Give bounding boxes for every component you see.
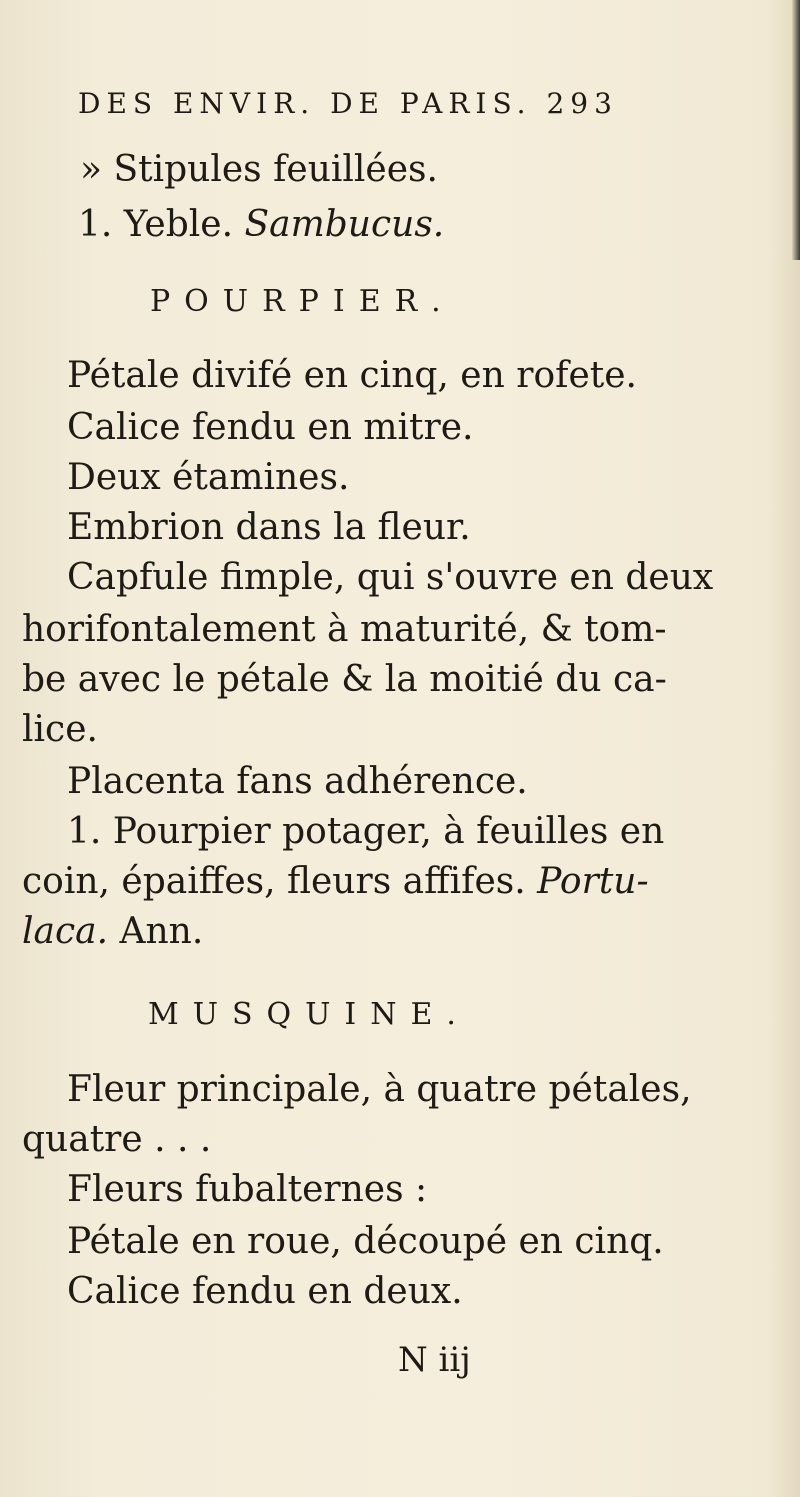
latin-name: laca. [22,911,109,952]
text-line: 1. Pourpier potager, à feuilles en [67,811,665,852]
text-line: Calice fendu en mitre. [67,407,474,448]
text-line: Embrion dans la fleur. [67,507,471,548]
text-line: Pétale divifé en cinq, en rofete. [67,355,637,396]
text-line: quatre . . . [22,1119,212,1160]
text-line: Deux étamines. [67,457,350,498]
latin-name: Portu- [537,861,649,902]
text-line: » Stipules feuillées. [80,149,438,190]
text-line: Fleur principale, à quatre pétales, [67,1069,692,1110]
entry-text: Ann. [108,911,204,952]
text-line [22,912,203,952]
text-line: Calice fendu en deux. [67,1271,463,1312]
text-line [22,862,649,902]
section-heading: POURPIER. [150,284,455,319]
signature-mark: N iij [398,1340,471,1380]
text-line: Fleurs fubalternes : [67,1169,428,1210]
text-line: be avec le pétale & la moitié du ca- [22,659,667,700]
running-header: DES ENVIR. DE PARIS. 293 [78,87,618,120]
text-line [78,205,444,245]
text-line: Pétale en roue, découpé en cinq. [67,1221,664,1262]
text-line: horifontalement à maturité, & tom- [22,609,667,650]
text-line: Placenta fans adhérence. [67,761,528,802]
section-heading: MUSQUINE. [148,997,470,1032]
page-edge-shadow [792,0,800,260]
entry-text: 1. Yeble. [78,204,245,245]
latin-name: Sambucus. [244,204,445,245]
text-line: lice. [22,709,98,750]
text-line: Capfule fimple, qui s'ouvre en deux [67,557,714,598]
entry-text: coin, épaiffes, fleurs affifes. [22,861,538,902]
